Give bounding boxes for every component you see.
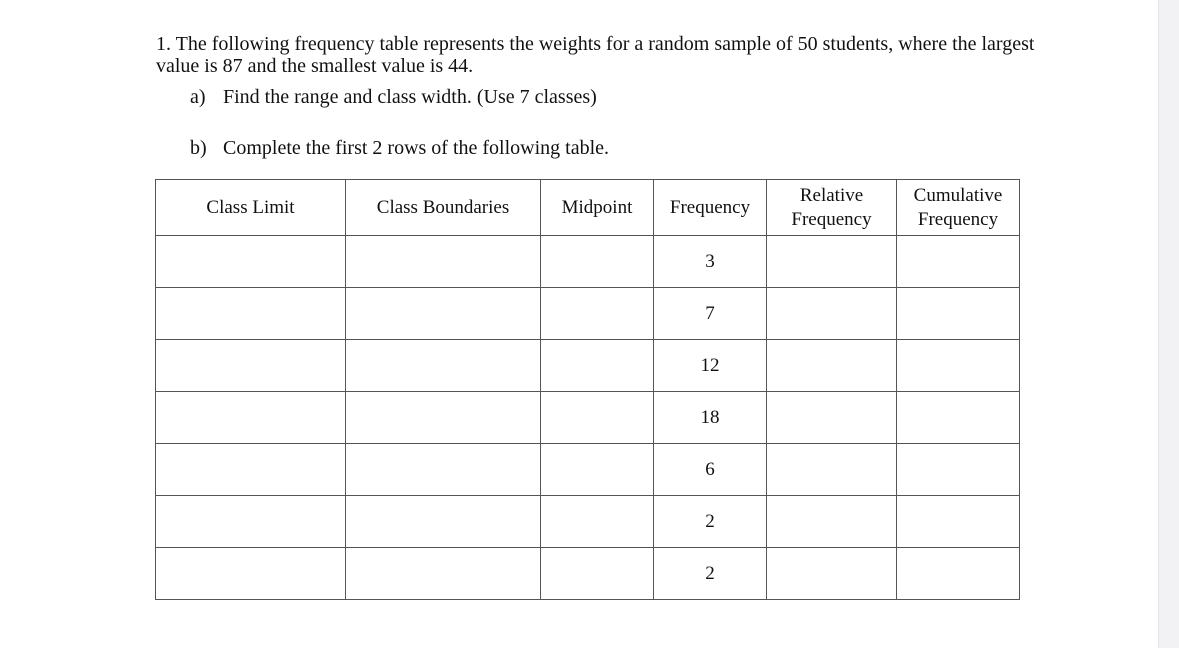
question-1 — [156, 33, 1056, 77]
cell-relative-frequency[interactable] — [767, 444, 897, 496]
cell-class-boundaries[interactable] — [346, 288, 541, 340]
part-a — [190, 86, 597, 108]
cell-cumulative-frequency[interactable] — [897, 236, 1020, 288]
table-row — [156, 340, 1020, 392]
question-body: The following frequency table represents the weights for a random sample of 50 students, where the largest value is 87 and the smallest value is 44. — [156, 33, 1035, 77]
cell-midpoint[interactable] — [541, 496, 654, 548]
table-row — [156, 496, 1020, 548]
header-midpoint: Midpoint — [541, 180, 654, 236]
cell-class-boundaries[interactable] — [346, 340, 541, 392]
cell-cumulative-frequency[interactable] — [897, 392, 1020, 444]
question-number: 1. — [156, 33, 171, 55]
cell-class-limit[interactable] — [156, 444, 346, 496]
cell-cumulative-frequency[interactable] — [897, 340, 1020, 392]
cell-relative-frequency[interactable] — [767, 548, 897, 600]
cell-relative-frequency[interactable] — [767, 496, 897, 548]
cell-cumulative-frequency[interactable] — [897, 288, 1020, 340]
cell-relative-frequency[interactable] — [767, 392, 897, 444]
question-text — [156, 33, 1056, 77]
cell-relative-frequency[interactable] — [767, 288, 897, 340]
cell-cumulative-frequency[interactable] — [897, 496, 1020, 548]
cell-class-boundaries[interactable] — [346, 392, 541, 444]
table-row — [156, 288, 1020, 340]
part-b-text: Complete the first 2 rows of the following table. — [223, 137, 610, 159]
cell-relative-frequency[interactable] — [767, 340, 897, 392]
cell-frequency: 7 — [654, 288, 767, 340]
cell-midpoint[interactable] — [541, 236, 654, 288]
cell-class-limit[interactable] — [156, 548, 346, 600]
cell-class-limit[interactable] — [156, 288, 346, 340]
header-frequency: Frequency — [654, 180, 767, 236]
cell-frequency: 18 — [654, 392, 767, 444]
cell-frequency: 2 — [654, 548, 767, 600]
cell-cumulative-frequency[interactable] — [897, 548, 1020, 600]
header-class-boundaries: Class Boundaries — [346, 180, 541, 236]
cell-class-limit[interactable] — [156, 236, 346, 288]
part-b-marker: b) — [190, 137, 207, 159]
table-row — [156, 392, 1020, 444]
table-header-row — [156, 180, 1020, 236]
cell-cumulative-frequency[interactable] — [897, 444, 1020, 496]
cell-frequency: 3 — [654, 236, 767, 288]
header-class-limit: Class Limit — [156, 180, 346, 236]
header-relative-frequency: Relative Frequency — [767, 180, 897, 236]
cell-class-limit[interactable] — [156, 340, 346, 392]
cell-midpoint[interactable] — [541, 340, 654, 392]
cell-frequency: 12 — [654, 340, 767, 392]
table-row — [156, 444, 1020, 496]
cell-frequency: 2 — [654, 496, 767, 548]
cell-midpoint[interactable] — [541, 392, 654, 444]
part-b — [190, 137, 609, 159]
frequency-table — [155, 179, 1020, 600]
cell-class-limit[interactable] — [156, 496, 346, 548]
table-row — [156, 236, 1020, 288]
cell-class-boundaries[interactable] — [346, 236, 541, 288]
cell-class-boundaries[interactable] — [346, 496, 541, 548]
cell-midpoint[interactable] — [541, 548, 654, 600]
cell-midpoint[interactable] — [541, 444, 654, 496]
part-a-text: Find the range and class width. (Use 7 classes) — [223, 86, 597, 108]
cell-frequency: 6 — [654, 444, 767, 496]
cell-class-limit[interactable] — [156, 392, 346, 444]
cell-relative-frequency[interactable] — [767, 236, 897, 288]
part-a-marker: a) — [190, 86, 206, 108]
table-row — [156, 548, 1020, 600]
cell-class-boundaries[interactable] — [346, 548, 541, 600]
cell-class-boundaries[interactable] — [346, 444, 541, 496]
cell-midpoint[interactable] — [541, 288, 654, 340]
header-cumulative-frequency: Cumulative Frequency — [897, 180, 1020, 236]
